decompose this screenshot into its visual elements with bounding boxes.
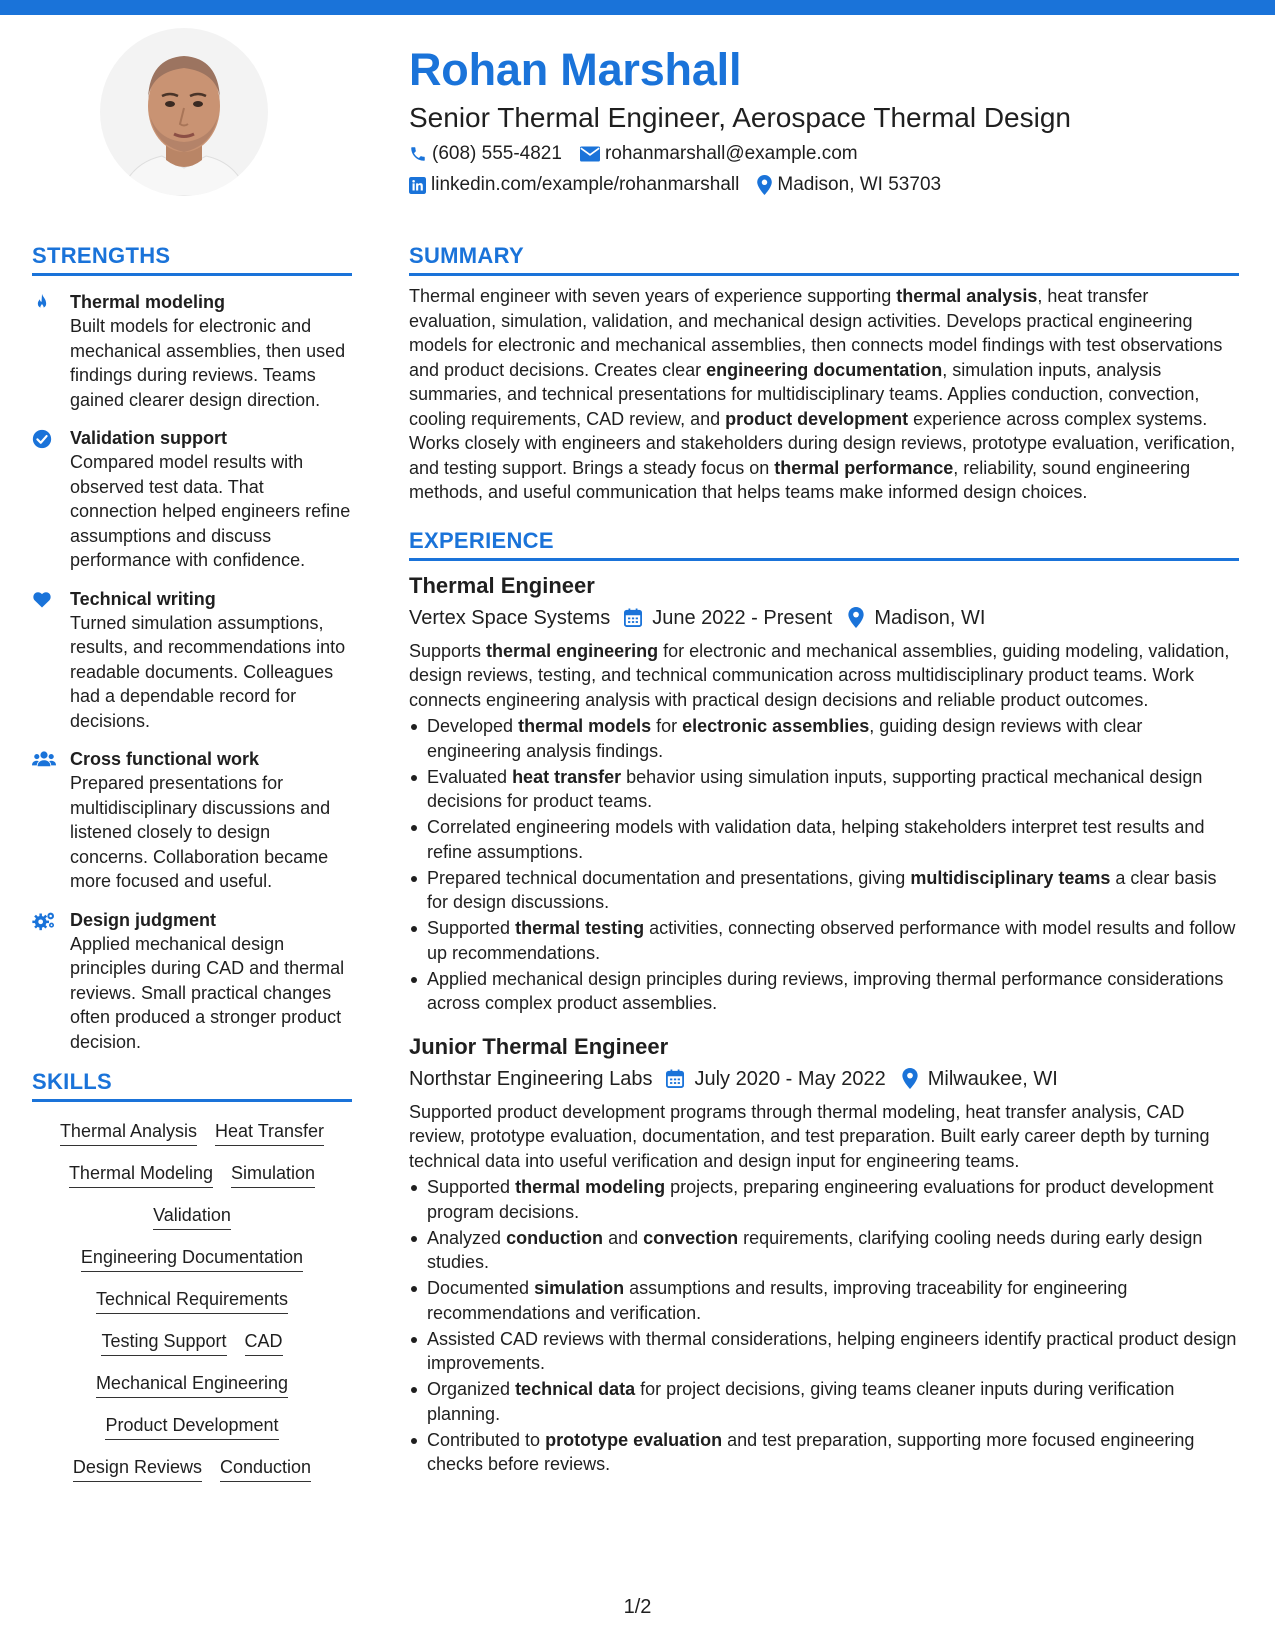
skill-row bbox=[87, 1370, 297, 1398]
text-segment: Documented bbox=[427, 1278, 535, 1298]
bullet-item bbox=[409, 714, 1239, 763]
skill-tag: Heat Transfer bbox=[215, 1118, 324, 1146]
experience-heading: EXPERIENCE bbox=[409, 527, 1239, 561]
job-title: Thermal Engineer bbox=[409, 572, 595, 598]
contact-row-1 bbox=[409, 141, 1229, 167]
strength-item bbox=[32, 426, 352, 573]
job-dates: June 2022 - Present bbox=[624, 603, 832, 633]
strength-title: Design judgment bbox=[70, 909, 217, 930]
text-segment: for electronic and mechanical assemblies, guiding modeling, validation, design reviews, testing, and technical communication across multidisciplinary product teams. Work connects engineering analysis with practical design decisions and reliable product outcomes. bbox=[409, 640, 1230, 710]
skill-row bbox=[51, 1118, 333, 1146]
bullet-item bbox=[409, 1327, 1239, 1376]
text-segment: Supports bbox=[409, 640, 487, 661]
text-segment: Contributed to bbox=[427, 1429, 546, 1450]
job-description bbox=[409, 639, 1239, 713]
text-segment: experience across complex systems. Works closely with engineers and stakeholders during design reviews, prototype evaluation, verification, and testing support. Brings a steady focus on bbox=[409, 408, 1236, 478]
bullet-item bbox=[409, 765, 1239, 814]
strength-description: Compared model results with observed test data. That connection helped engineers refine assumptions and discuss performance with confidence. bbox=[70, 452, 351, 570]
candidate-title: Senior Thermal Engineer, Aerospace Thermal Design bbox=[409, 102, 1071, 133]
text-segment: Prepared technical documentation and presentations, giving bbox=[427, 867, 911, 888]
profile-photo bbox=[100, 28, 268, 196]
bullet-item bbox=[409, 1175, 1239, 1224]
text-segment: Developed bbox=[427, 716, 519, 736]
text-segment: and bbox=[603, 1227, 644, 1248]
text-segment: a clear basis for design discussions. bbox=[427, 867, 1217, 912]
text-segment: , guiding design reviews with clear engineering analysis findings. bbox=[427, 716, 1143, 761]
strength-description: Prepared presentations for multidisciplinary discussions and listened closely to design concerns. Collaboration became more focused and useful. bbox=[70, 773, 331, 891]
job-entry bbox=[409, 571, 1239, 1016]
job-dates: July 2020 - May 2022 bbox=[666, 1064, 885, 1094]
text-segment: for bbox=[651, 716, 683, 736]
email-contact[interactable] bbox=[580, 141, 858, 167]
strengths-heading: STRENGTHS bbox=[32, 242, 352, 276]
text-segment: Supported bbox=[427, 918, 516, 938]
job-meta bbox=[409, 603, 1239, 633]
job-entry bbox=[409, 1032, 1239, 1477]
skill-tag: Technical Requirements bbox=[96, 1286, 288, 1314]
bold-keyword: engineering documentation bbox=[706, 359, 943, 380]
location-contact bbox=[757, 172, 941, 198]
text-segment: Assisted CAD reviews with thermal considerations, helping engineers identify practical product design improvements. bbox=[427, 1328, 1237, 1373]
phone-text: (608) 555-4821 bbox=[432, 143, 562, 164]
bold-keyword: simulation bbox=[534, 1278, 625, 1298]
bold-keyword: thermal modeling bbox=[515, 1177, 666, 1197]
summary-heading: SUMMARY bbox=[409, 242, 1239, 276]
bold-keyword: multidisciplinary teams bbox=[910, 867, 1111, 888]
skill-tag: Conduction bbox=[220, 1454, 311, 1482]
text-segment: Supported bbox=[427, 1177, 516, 1197]
skill-tag: CAD bbox=[245, 1328, 283, 1356]
users-icon bbox=[32, 750, 56, 768]
text-segment: , heat transfer evaluation, simulation, validation, and mechanical design activities. Develops practical engineering models for electronic and mechanical assemblies, then connects model findings with test observations and product decisions. Creates clear bbox=[409, 286, 1223, 380]
job-meta bbox=[409, 1064, 1239, 1094]
text-segment: Thermal engineer with seven years of experience supporting bbox=[409, 286, 897, 306]
skill-tag: Testing Support bbox=[101, 1328, 226, 1356]
bold-keyword: thermal performance bbox=[774, 457, 954, 478]
bold-keyword: technical data bbox=[515, 1379, 636, 1399]
skill-tag: Product Development bbox=[105, 1412, 278, 1440]
strength-item bbox=[32, 587, 352, 734]
bold-keyword: product development bbox=[725, 408, 909, 429]
text-segment: Correlated engineering models with validation data, helping stakeholders interpret test results and refine assumptions. bbox=[427, 817, 1205, 862]
bullet-item bbox=[409, 1377, 1239, 1426]
bullet-item bbox=[409, 866, 1239, 915]
strength-title: Technical writing bbox=[70, 588, 216, 609]
skills-heading: SKILLS bbox=[32, 1068, 352, 1102]
right-column bbox=[409, 242, 1239, 1478]
resume-header bbox=[409, 44, 1229, 198]
skill-tag: Simulation bbox=[231, 1160, 315, 1188]
job-title: Junior Thermal Engineer bbox=[409, 1033, 669, 1059]
text-segment: Supported product development programs through thermal modeling, heat transfer analysis, CAD review, prototype evaluation, documentation, and test preparation. Built early career depth by turning technical data into useful verification and design input for engineering teams. bbox=[409, 1101, 1210, 1171]
phone-contact[interactable] bbox=[409, 141, 562, 167]
bullet-item bbox=[409, 1226, 1239, 1275]
skill-row bbox=[60, 1160, 324, 1188]
bold-keyword: conduction bbox=[506, 1227, 604, 1248]
map-pin-icon bbox=[848, 607, 864, 628]
job-bullets bbox=[409, 1175, 1239, 1477]
job-location: Milwaukee, WI bbox=[902, 1064, 1058, 1094]
bold-keyword: thermal analysis bbox=[896, 286, 1038, 306]
linkedin-text: linkedin.com/example/rohanmarshall bbox=[431, 174, 740, 195]
phone-icon bbox=[409, 145, 427, 163]
calendar-icon bbox=[666, 1069, 684, 1088]
strengths-list bbox=[32, 290, 352, 1054]
text-segment: assumptions and results, improving traceability for engineering recommendations and verification. bbox=[427, 1278, 1128, 1323]
skill-row bbox=[96, 1412, 287, 1440]
left-column bbox=[32, 242, 352, 1496]
text-segment: projects, preparing engineering evaluations for product development program decisions. bbox=[427, 1177, 1214, 1222]
bold-keyword: convection bbox=[643, 1227, 739, 1248]
bullet-item bbox=[409, 1428, 1239, 1477]
skill-tag: Validation bbox=[153, 1202, 231, 1230]
bold-keyword: thermal testing bbox=[515, 918, 645, 938]
map-pin-icon bbox=[902, 1068, 918, 1089]
bold-keyword: thermal engineering bbox=[486, 640, 659, 661]
strength-description: Built models for electronic and mechanical assemblies, then used findings during reviews. Teams gained clearer design direction. bbox=[70, 316, 346, 410]
skill-row bbox=[72, 1244, 312, 1272]
job-location: Madison, WI bbox=[848, 603, 985, 633]
summary-text bbox=[409, 284, 1239, 505]
bullet-item bbox=[409, 815, 1239, 864]
experience-list bbox=[409, 571, 1239, 1477]
text-segment: Analyzed bbox=[427, 1227, 507, 1248]
strength-item bbox=[32, 747, 352, 894]
check-circle-icon bbox=[32, 429, 52, 449]
text-segment: , simulation inputs, analysis summaries, and technical presentations for multidisciplinary teams. Applies conduction, convection, cooling requirements, CAD review, and bbox=[409, 359, 1200, 429]
calendar-icon bbox=[624, 608, 642, 627]
bold-keyword: prototype evaluation bbox=[545, 1429, 723, 1450]
bold-keyword: heat transfer bbox=[512, 766, 622, 787]
strength-title: Thermal modeling bbox=[70, 292, 226, 312]
email-text: rohanmarshall@example.com bbox=[604, 143, 858, 164]
contact-row-2 bbox=[409, 172, 1229, 198]
top-accent-bar bbox=[0, 0, 1275, 15]
text-segment: Organized bbox=[427, 1379, 516, 1399]
heart-icon bbox=[32, 590, 52, 610]
job-company: Vertex Space Systems bbox=[409, 606, 611, 629]
text-segment: requirements, clarifying cooling needs during early design studies. bbox=[427, 1227, 1203, 1272]
map-pin-icon bbox=[757, 175, 772, 195]
gears-icon bbox=[32, 911, 56, 931]
skill-row bbox=[92, 1328, 291, 1356]
strength-title: Validation support bbox=[70, 428, 228, 448]
text-segment: for project decisions, giving teams cleaner inputs during verification planning. bbox=[427, 1379, 1175, 1424]
skill-tag: Mechanical Engineering bbox=[96, 1370, 288, 1398]
envelope-icon bbox=[580, 146, 600, 162]
skills-list bbox=[32, 1118, 352, 1496]
skill-tag: Design Reviews bbox=[73, 1454, 202, 1482]
text-segment: behavior using simulation inputs, supporting practical mechanical design decisions for product teams. bbox=[427, 766, 1203, 811]
text-segment: and test preparation, supporting more focused engineering checks before reviews. bbox=[427, 1429, 1195, 1474]
skill-tag: Thermal Modeling bbox=[69, 1160, 213, 1188]
strength-description: Applied mechanical design principles during CAD and thermal reviews. Small practical changes often produced a stronger product decision. bbox=[70, 933, 345, 1052]
strength-item bbox=[32, 908, 352, 1055]
text-segment: activities, connecting observed performance with model results and follow up recommendations. bbox=[427, 918, 1236, 963]
page-number: 1/2 bbox=[623, 1596, 652, 1618]
bold-keyword: electronic assemblies bbox=[682, 716, 870, 736]
text-segment: , reliability, sound engineering methods, and useful communication that helps teams make informed design choices. bbox=[409, 457, 1191, 502]
candidate-name: Rohan Marshall bbox=[409, 44, 742, 95]
bold-keyword: thermal models bbox=[518, 716, 652, 736]
flame-icon bbox=[32, 293, 52, 313]
bullet-item bbox=[409, 967, 1239, 1016]
bullet-item bbox=[409, 1276, 1239, 1325]
job-company: Northstar Engineering Labs bbox=[409, 1067, 653, 1090]
strength-title: Cross functional work bbox=[70, 749, 260, 769]
text-segment: Evaluated bbox=[427, 766, 513, 787]
strength-description: Turned simulation assumptions, results, and recommendations into readable documents. Colleagues had a dependable record for decisions. bbox=[70, 612, 346, 731]
skill-tag: Engineering Documentation bbox=[81, 1244, 303, 1272]
job-description bbox=[409, 1100, 1239, 1174]
linkedin-icon bbox=[409, 177, 426, 194]
strength-item bbox=[32, 290, 352, 412]
location-text: Madison, WI 53703 bbox=[777, 174, 942, 195]
job-bullets bbox=[409, 714, 1239, 1016]
linkedin-contact[interactable] bbox=[409, 172, 739, 198]
text-segment: Applied mechanical design principles during reviews, improving thermal performance considerations across complex product assemblies. bbox=[427, 968, 1224, 1013]
skill-row bbox=[87, 1286, 297, 1314]
bullet-item bbox=[409, 916, 1239, 965]
skill-row bbox=[64, 1454, 320, 1482]
skill-tag: Thermal Analysis bbox=[60, 1118, 197, 1146]
skill-row bbox=[144, 1202, 240, 1230]
